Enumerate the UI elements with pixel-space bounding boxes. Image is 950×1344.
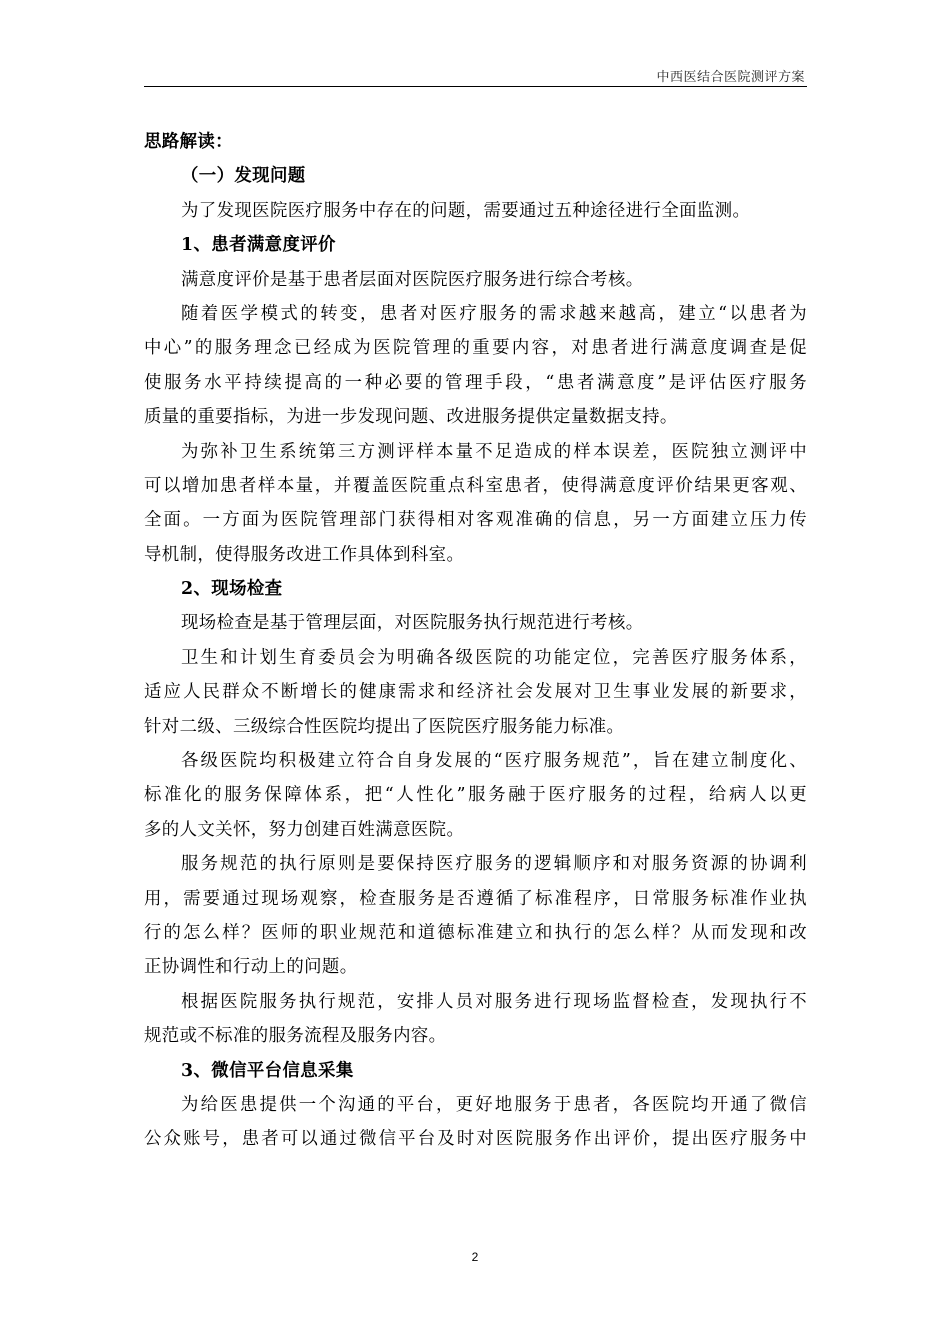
paragraph-line: 为了发现医院医疗服务中存在的问题，需要通过五种途径进行全面监测。 bbox=[181, 200, 751, 221]
paragraph-line: 规范或不标准的服务流程及服务内容。 bbox=[144, 1026, 447, 1047]
paragraph-line: 正协调性和行动上的问题。 bbox=[144, 957, 358, 978]
subsection-title: （一）发现问题 bbox=[181, 166, 306, 187]
heading-site-inspection: 2、现场检查 bbox=[181, 579, 283, 600]
paragraph-line: 导机制，使得服务改进工作具体到科室。 bbox=[144, 544, 465, 565]
paragraph-line: 卫生和计划生育委员会为明确各级医院的功能定位，完善医疗服务体系， bbox=[181, 647, 807, 668]
page-number: 2 bbox=[471, 1250, 479, 1264]
paragraph-line: 质量的重要指标，为进一步发现问题、改进服务提供定量数据支持。 bbox=[144, 407, 678, 428]
paragraph-line: 服务规范的执行原则是要保持医疗服务的逻辑顺序和对服务资源的协调利 bbox=[181, 854, 807, 875]
paragraph-line: 行的怎么样？医师的职业规范和道德标准建立和执行的怎么样？从而发现和改 bbox=[144, 922, 807, 943]
paragraph-line: 满意度评价是基于患者层面对医院医疗服务进行综合考核。 bbox=[181, 269, 644, 290]
running-header: 中西医结合医院测评方案 bbox=[656, 70, 805, 85]
paragraph-line: 各级医院均积极建立符合自身发展的“医疗服务规范”，旨在建立制度化、 bbox=[181, 751, 807, 772]
paragraph-line: 中心”的服务理念已经成为医院管理的重要内容，对患者进行满意度调查是促 bbox=[144, 338, 807, 359]
section-title: 思路解读： bbox=[144, 132, 233, 152]
heading-patient-satisfaction: 1、患者满意度评价 bbox=[181, 235, 336, 256]
paragraph-line: 使服务水平持续提高的一种必要的管理手段，“患者满意度”是评估医疗服务 bbox=[144, 372, 807, 393]
paragraph-line: 多的人文关怀，努力创建百姓满意医院。 bbox=[144, 819, 465, 840]
paragraph-line: 标准化的服务保障体系，把“人性化”服务融于医疗服务的过程，给病人以更 bbox=[144, 785, 807, 806]
paragraph-line: 全面。一方面为医院管理部门获得相对客观准确的信息，另一方面建立压力传 bbox=[144, 510, 807, 531]
heading-wechat-platform: 3、微信平台信息采集 bbox=[181, 1060, 354, 1081]
document-body bbox=[144, 125, 807, 1157]
paragraph-line: 根据医院服务执行规范，安排人员对服务进行现场监督检查，发现执行不 bbox=[181, 991, 807, 1012]
paragraph-line: 为给医患提供一个沟通的平台，更好地服务于患者，各医院均开通了微信 bbox=[181, 1094, 807, 1115]
paragraph-line: 针对二级、三级综合性医院均提出了医院医疗服务能力标准。 bbox=[144, 716, 625, 737]
paragraph-line: 现场检查是基于管理层面，对医院服务执行规范进行考核。 bbox=[181, 613, 644, 634]
paragraph-line: 随着医学模式的转变，患者对医疗服务的需求越来越高，建立“以患者为 bbox=[181, 303, 807, 324]
paragraph-line: 公众账号，患者可以通过微信平台及时对医院服务作出评价，提出医疗服务中 bbox=[144, 1129, 807, 1150]
paragraph-line: 适应人民群众不断增长的健康需求和经济社会发展对卫生事业发展的新要求， bbox=[144, 682, 807, 703]
paragraph-line: 为弥补卫生系统第三方测评样本量不足造成的样本误差，医院独立测评中 bbox=[181, 441, 807, 462]
header-rule bbox=[144, 86, 807, 87]
paragraph-line: 用，需要通过现场观察，检查服务是否遵循了标准程序，日常服务标准作业执 bbox=[144, 888, 807, 909]
paragraph-line: 可以增加患者样本量，并覆盖医院重点科室患者，使得满意度评价结果更客观、 bbox=[144, 475, 807, 496]
